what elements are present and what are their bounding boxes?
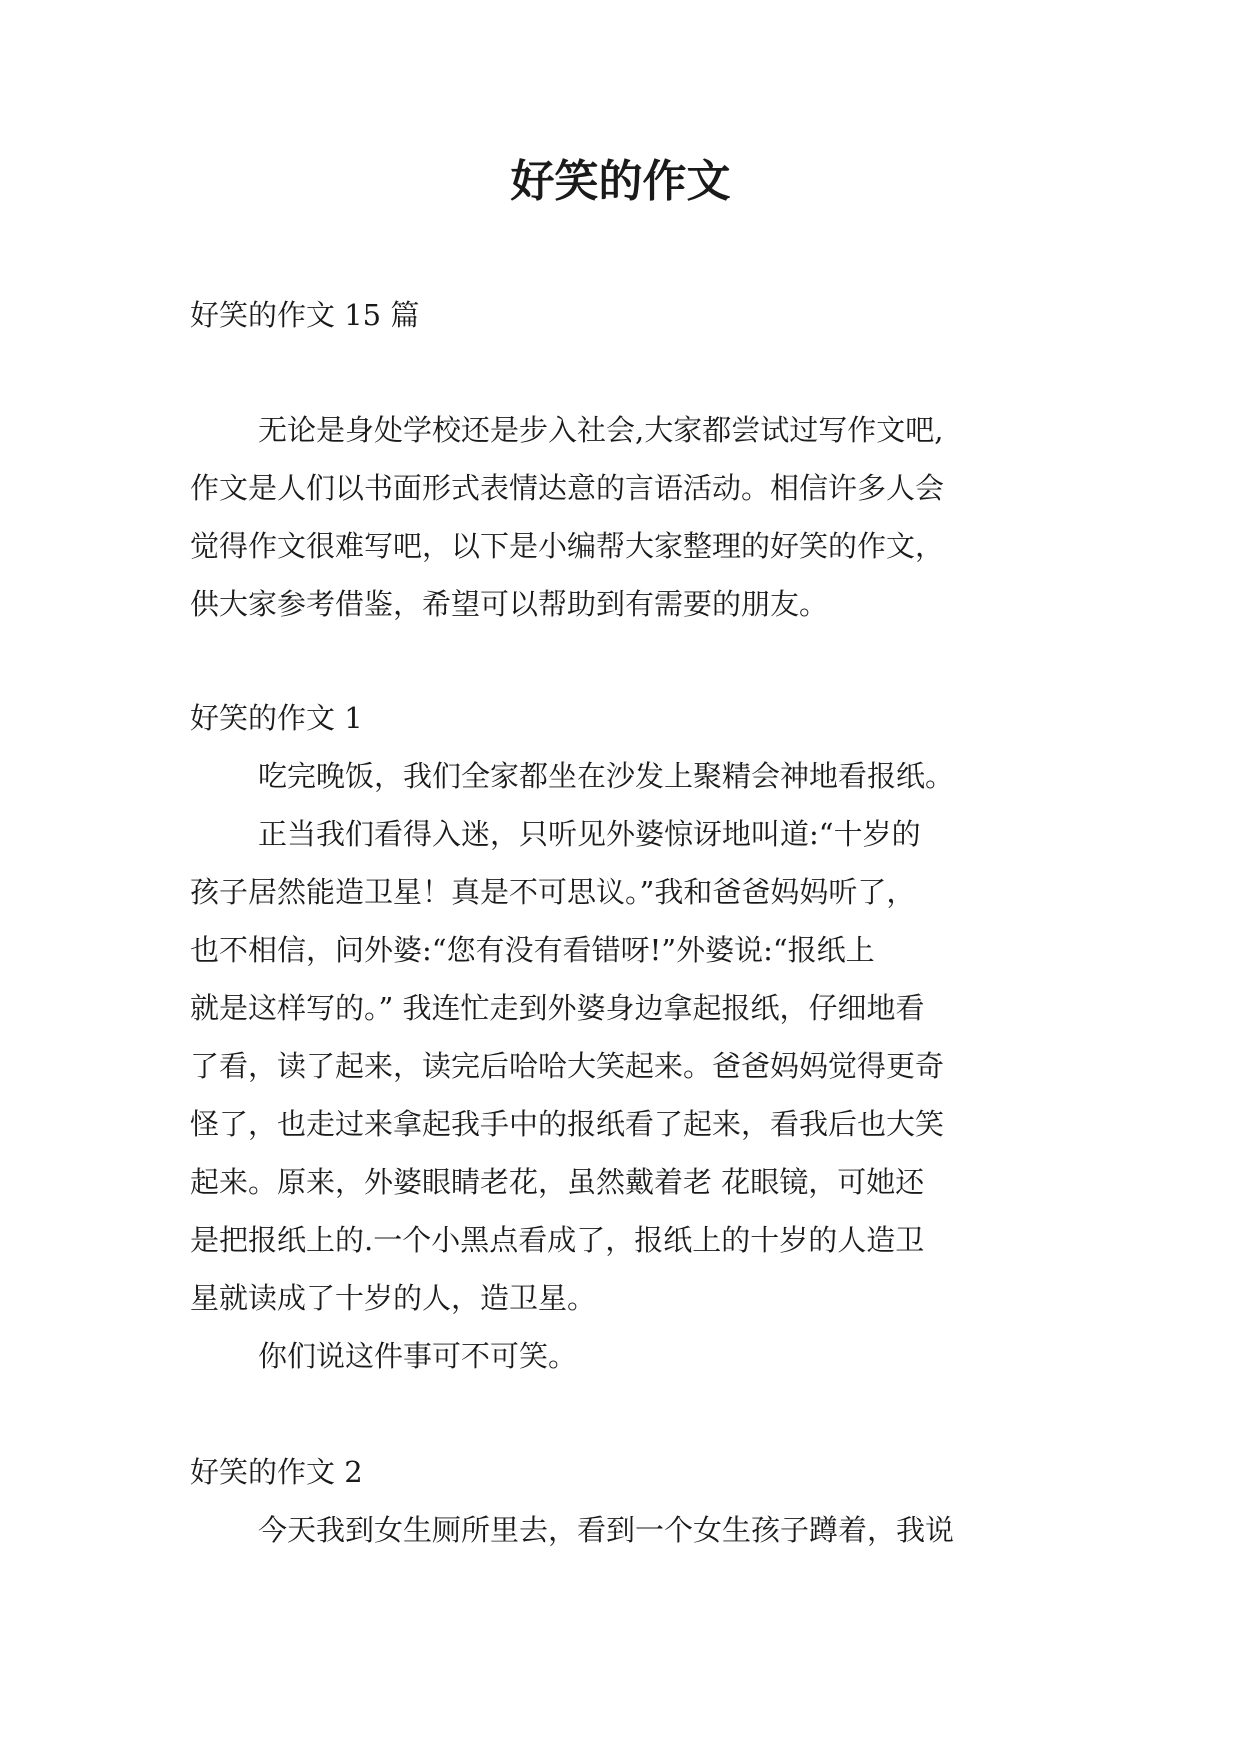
paragraph-line: 也不相信，问外婆:“您有没有看错呀!”外婆说:“报纸上	[190, 933, 875, 967]
paragraph-line: 吃完晚饭，我们全家都坐在沙发上聚精会神地看报纸。	[258, 759, 955, 793]
intro-line: 觉得作文很难写吧，以下是小编帮大家整理的好笑的作文，	[190, 529, 945, 563]
paragraph-line: 正当我们看得入迷，只听见外婆惊讶地叫道:“十岁的	[258, 817, 921, 851]
section-heading: 好笑的作文 2	[190, 1455, 363, 1489]
paragraph-line: 怪了，也走过来拿起我手中的报纸看了起来，看我后也大笑	[190, 1107, 945, 1141]
document-title: 好笑的作文	[510, 156, 731, 207]
paragraph-line: 起来。原来，外婆眼睛老花，虽然戴着老 花眼镜，可她还	[190, 1165, 925, 1199]
paragraph-line: 孩子居然能造卫星！真是不可思议。”我和爸爸妈妈听了，	[190, 875, 916, 909]
document-subtitle: 好笑的作文 15 篇	[190, 298, 420, 332]
paragraph-line: 就是这样写的。” 我连忙走到外婆身边拿起报纸，仔细地看	[190, 991, 925, 1025]
intro-line: 无论是身处学校还是步入社会,大家都尝试过写作文吧,	[258, 413, 944, 447]
paragraph-line: 星就读成了十岁的人，造卫星。	[190, 1281, 597, 1315]
paragraph-line: 了看，读了起来，读完后哈哈大笑起来。爸爸妈妈觉得更奇	[190, 1049, 945, 1083]
section-heading: 好笑的作文 1	[190, 701, 363, 735]
intro-line: 作文是人们以书面形式表情达意的言语活动。相信许多人会	[190, 471, 945, 505]
paragraph-line: 你们说这件事可不可笑。	[258, 1339, 578, 1373]
paragraph-line: 是把报纸上的.一个小黑点看成了，报纸上的十岁的人造卫	[190, 1223, 925, 1257]
intro-line: 供大家参考借鉴，希望可以帮助到有需要的朋友。	[190, 587, 829, 621]
paragraph-line: 今天我到女生厕所里去，看到一个女生孩子蹲着，我说	[258, 1513, 955, 1547]
